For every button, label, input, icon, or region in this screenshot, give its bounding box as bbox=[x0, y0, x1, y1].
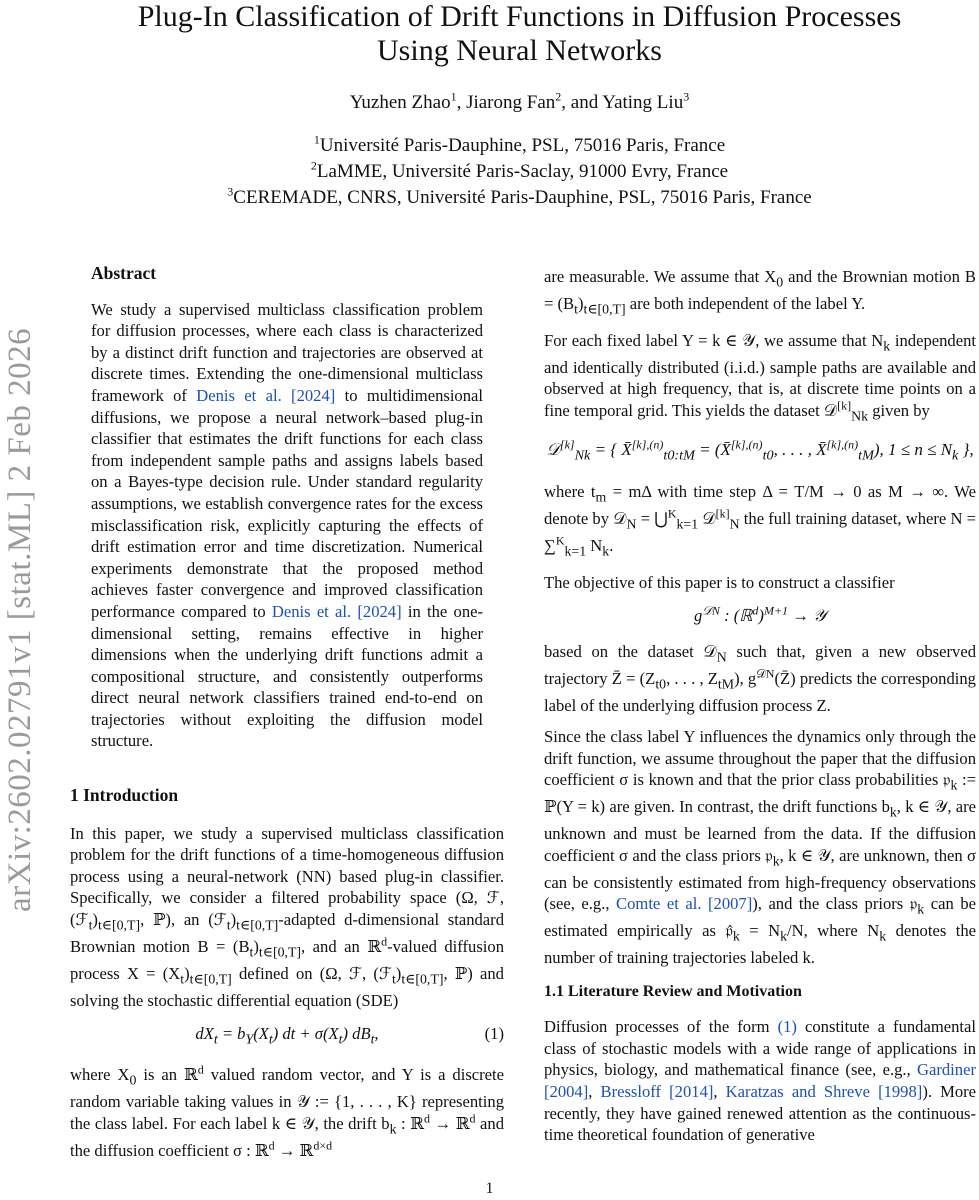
r-p5-a: Since the class label Y influences the dynamics only through the drift function, we assume throughout the paper that the diffusion coefficient σ is known and that the prior class probabilities 𝔭 bbox=[544, 727, 976, 790]
intro-p1-b: , ℙ), an (ℱ bbox=[140, 909, 227, 929]
intro-p2-b: is an ℝ bbox=[136, 1065, 198, 1085]
r-p0-sub0: 0 bbox=[776, 274, 784, 290]
equation-classifier bbox=[544, 605, 976, 627]
intro-p1-a: In this paper, we study a supervised multiclass classification problem for the drift functions of a time-homogeneous diffusion process using a neural-network (NN) based plug-in classifier. Specifically, we consider a filtered probability space (Ω, ℱ, (ℱ bbox=[70, 823, 504, 929]
eq3-supd: d bbox=[752, 603, 759, 618]
arxiv-sidebar-stamp: arXiv:2602.02791v1 [stat.ML] 2 Feb 2026 bbox=[2, 327, 38, 912]
paper-title bbox=[60, 0, 979, 68]
r-p6-b: constitute a fundamental class of stochastic models with a wide range of applications in physics, biology, and mathematical finance (see, e.g., bbox=[544, 1017, 976, 1080]
eq1-d: ) dt + σ(X bbox=[272, 1024, 339, 1044]
r-p4-a: based on the dataset 𝒟 bbox=[544, 641, 717, 661]
abstract-heading: Abstract bbox=[91, 263, 157, 283]
author-2-mark: 2 bbox=[555, 89, 562, 104]
eq2-b: = { X̄ bbox=[590, 439, 632, 459]
intro-p1-sup-d: d bbox=[381, 934, 388, 949]
r-p2-subN: N bbox=[626, 516, 637, 532]
r-p6-c: , bbox=[588, 1081, 601, 1101]
introduction-heading: 1 Introduction bbox=[70, 785, 179, 805]
intro-p2-sup-d4: d bbox=[268, 1138, 275, 1153]
eq2-supk: [k] bbox=[559, 437, 575, 452]
citation-comte[interactable]: Comte et al. [2007] bbox=[616, 894, 753, 914]
right-paragraph-1 bbox=[544, 330, 976, 427]
r-p5-subk5: k bbox=[732, 928, 740, 944]
eq3-sup: 𝒟N bbox=[702, 603, 720, 618]
r-p5-f: can be estimated empirically as 𝔭̂ bbox=[544, 894, 976, 941]
r-p0-subrange: t∈[0,T] bbox=[583, 301, 626, 317]
intro-p1-sub-a: t bbox=[88, 917, 93, 933]
affiliation-2 bbox=[60, 159, 979, 185]
r-p5-e: ), and the class priors 𝔭 bbox=[752, 894, 918, 914]
intro-p2-sup-d1: d bbox=[197, 1062, 204, 1077]
affiliation-2-text: LaMME, Université Paris-Saclay, 91000 Evry, France bbox=[316, 161, 729, 182]
affiliation-3-text: CEREMADE, CNRS, Université Paris-Dauphine, PSL, 75016 Paris, France bbox=[233, 187, 812, 208]
citation-denis-2[interactable]: Denis et al. [2024] bbox=[271, 601, 402, 621]
r-p6-d: , bbox=[713, 1081, 726, 1101]
r-p2-f: N bbox=[586, 535, 603, 555]
eq2-c: = (X̄ bbox=[694, 439, 731, 459]
eq2-sup3: [k],(n) bbox=[826, 437, 859, 452]
r-p4-c: , . . . , Z bbox=[666, 668, 718, 688]
r-p2-subk: k bbox=[602, 542, 610, 558]
r-p5-i: denotes the number of training trajectories labeled k. bbox=[544, 921, 977, 968]
affiliation-2-mark: 2 bbox=[310, 158, 317, 173]
author-1-mark: 1 bbox=[450, 89, 457, 104]
eq2-d: , . . . , X̄ bbox=[773, 439, 827, 459]
intro-p2-e: → ℝ bbox=[430, 1113, 470, 1133]
r-p1-a: For each fixed label Y = k ∈ 𝒴, we assume that N bbox=[544, 330, 884, 350]
r-p4-d: ), g bbox=[734, 668, 757, 688]
title-line-1: Plug-In Classification of Drift Functions in Diffusion Processes bbox=[137, 0, 902, 33]
citation-gardiner[interactable]: Gardiner [2004] bbox=[544, 1060, 976, 1101]
author-sep-2: , and bbox=[561, 92, 603, 113]
equation-dataset bbox=[544, 439, 976, 467]
r-p2-subk1b: k=1 bbox=[564, 542, 587, 558]
intro-p2-sup-dxd: d×d bbox=[313, 1138, 333, 1153]
r-p5-subk6: k bbox=[780, 928, 788, 944]
eq1-sub-t2: t bbox=[268, 1031, 273, 1047]
r-p0-subt: t bbox=[574, 301, 578, 317]
intro-p2-g: → ℝ bbox=[274, 1140, 314, 1160]
r-p1-subNk: k bbox=[861, 408, 869, 424]
intro-p2-sup-d2: d bbox=[424, 1111, 430, 1126]
eq1-sub-t1: t bbox=[213, 1031, 218, 1047]
r-p5-subk4: k bbox=[917, 901, 925, 917]
r-p4-b: such that, given a new observed trajectory Z̄ = (Z bbox=[544, 641, 976, 688]
r-p5-subk2: k bbox=[889, 804, 897, 820]
r-p0-a: are measurable. We assume that X bbox=[544, 267, 777, 286]
eq1-b: = b bbox=[217, 1024, 246, 1044]
intro-p1-sub-j: t∈[0,T] bbox=[401, 971, 444, 987]
r-p1-supk: [k] bbox=[837, 398, 852, 413]
r-p2-subm: m bbox=[595, 489, 607, 505]
eq2-e: ), 1 ≤ n ≤ N bbox=[873, 439, 953, 459]
r-p1-b: independent and identically distributed (i.i.d.) sample paths are available and observed at high frequency, that is, at discrete time points on a fine temporal grid. This yields the dataset 𝒟 bbox=[544, 330, 976, 420]
intro-p1-e: -valued diffusion process X = (X bbox=[70, 936, 504, 983]
r-p5-subk7: k bbox=[879, 928, 887, 944]
eq2-sup2: [k],(n) bbox=[730, 437, 763, 452]
r-p1-subN: N bbox=[851, 408, 862, 424]
intro-p2-d: : ℝ bbox=[396, 1113, 424, 1133]
r-p4-subM: tM bbox=[717, 675, 735, 691]
intro-p1-sub-e: t bbox=[249, 944, 254, 960]
abstract-part-3: in the one-dimensional setting, remains effective in higher dimensions when the underlying drift functions admit a compositional structure, and consistently outperforms direct neural network classifiers trained end-to-end on trajectories without exploiting the diffusion model structure. bbox=[91, 601, 484, 751]
author-3-mark: 3 bbox=[683, 89, 690, 104]
equation-1 bbox=[70, 1023, 504, 1050]
right-paragraph-0: are measurable. We assume that $X_0$ and the Brownian motion $B = (B_t)_{t\in[0,T]}$ are both independent of the label Y. bbox=[544, 267, 976, 317]
eq3-a: g bbox=[694, 606, 703, 626]
eq2-sup: [k],(n) bbox=[631, 437, 664, 452]
r-p2-g: . bbox=[609, 535, 614, 555]
r-p5-subk1: k bbox=[950, 777, 958, 793]
intro-p2-a: where X bbox=[70, 1065, 130, 1085]
intro-p1-sub-d: t∈[0,T] bbox=[236, 917, 279, 933]
r-p2-supK2: K bbox=[555, 533, 565, 548]
r-p4-sup: 𝒟N bbox=[756, 666, 775, 681]
eq3-b: : (ℝ bbox=[719, 606, 753, 626]
citation-bressloff[interactable]: Bressloff [2014] bbox=[600, 1081, 714, 1101]
eq2-subN: N bbox=[574, 447, 585, 464]
right-paragraph-5 bbox=[544, 726, 976, 969]
affiliation-3-mark: 3 bbox=[227, 184, 234, 199]
intro-p1-sub-f: t∈[0,T] bbox=[258, 944, 302, 960]
equation-1-number: (1) bbox=[484, 1024, 504, 1044]
intro-p1-sub-b: t∈[0,T] bbox=[97, 917, 141, 933]
eq1-sub-y: Y bbox=[245, 1031, 254, 1047]
intro-p2-sub0: 0 bbox=[129, 1072, 137, 1088]
r-p1-subk: k bbox=[883, 338, 891, 354]
r-p1-c: given by bbox=[868, 400, 930, 420]
citation-karatzas[interactable]: Karatzas and Shreve [1998] bbox=[725, 1081, 923, 1101]
r-p0-b: and the Brownian motion B = (B bbox=[544, 267, 976, 313]
eq2-subM: tM bbox=[858, 447, 874, 464]
author-list bbox=[60, 89, 979, 114]
r-p6-a: Diffusion processes of the form bbox=[544, 1017, 778, 1037]
r-p5-d: , k ∈ 𝒴, are unknown, then σ can be consistently estimated from high-frequency observations (see, e.g., bbox=[544, 845, 976, 914]
right-paragraph-3: The objective of this paper is to construct a classifier bbox=[544, 572, 895, 592]
affiliation-1-mark: 1 bbox=[313, 132, 320, 147]
intro-p2-f: and the diffusion coefficient σ : ℝ bbox=[70, 1113, 505, 1160]
intro-p1-d: , and an ℝ bbox=[301, 936, 382, 956]
r-p2-subk1: k=1 bbox=[676, 516, 699, 532]
r-p0-c: are both independent of the label Y. bbox=[625, 293, 866, 313]
intro-paragraph-1: In this paper, we study a supervised multiclass classification problem for the drift functions of a time-homogeneous diffusion process using a neural-network (NN) based plug-in classifier. Specifically, we consider a filtered probability space (Ω, ℱ, $(ℱ_t)_{t\in[0,T]}$, ℙ), an $(ℱ_t)_{t\in[0,T]}$-adapted d-dimensional standard Brownian motion $B = (B_t)_{t\in[0,T]}$, and an ℝ$^d$-valued diffusion process $X = (X_t)_{t\in[0,T]}$ defined on (Ω, ℱ, $(ℱ_t)_{t\in[0,T]}$, ℙ) and solving the stochastic differential equation (SDE) bbox=[70, 823, 504, 1010]
eq2-sub: t0:tM bbox=[663, 447, 695, 464]
eq1-c: (X bbox=[253, 1024, 269, 1044]
eq2-subk: k bbox=[584, 447, 591, 464]
affiliation-1-text: Université Paris-Dauphine, PSL, 75016 Paris, France bbox=[319, 135, 726, 156]
title-line-2: Using Neural Networks bbox=[377, 34, 662, 67]
r-p4-subN: N bbox=[716, 649, 727, 665]
affiliation-1 bbox=[60, 133, 979, 159]
eq1-sub-t4: t bbox=[370, 1031, 375, 1047]
right-paragraph-6 bbox=[544, 1016, 976, 1146]
r-p2-d: 𝒟 bbox=[698, 508, 716, 528]
eq2-a: 𝒟 bbox=[546, 439, 560, 459]
intro-paragraph-2 bbox=[70, 1064, 504, 1161]
r-p2-subNk: N bbox=[729, 516, 740, 532]
literature-review-heading: 1.1 Literature Review and Motivation bbox=[544, 982, 802, 1000]
eq1-f: , bbox=[374, 1024, 379, 1044]
intro-p1-sub-g: t bbox=[180, 971, 185, 987]
affiliation-3 bbox=[60, 185, 979, 211]
r-p2-c: = ⋃ bbox=[636, 508, 668, 528]
r-p5-b: := ℙ(Y = k) are given. In contrast, the drift functions b bbox=[544, 770, 976, 817]
eq1-a: dX bbox=[195, 1024, 214, 1044]
eq3-c: ) bbox=[758, 606, 764, 626]
r-p5-h: /N, where N bbox=[787, 921, 880, 941]
intro-p1-g: , ℙ) and solving the stochastic differential equation (SDE) bbox=[70, 963, 504, 1010]
right-paragraph-2 bbox=[544, 481, 976, 562]
intro-p2-subk: k bbox=[389, 1121, 397, 1136]
eq3-d: → 𝒴 bbox=[788, 606, 826, 626]
right-paragraph-4 bbox=[544, 641, 976, 716]
citation-eq-1[interactable]: (1) bbox=[777, 1017, 797, 1037]
r-p5-g: = N bbox=[739, 921, 781, 941]
author-1: Yuzhen Zhao bbox=[349, 92, 451, 113]
page-number: 1 bbox=[485, 1180, 494, 1197]
abstract-part-2: to multidimensional diffusions, we propose a neural network–based plug-in classifier that estimates the drift functions for each class from independent sample paths and assigns labels based on a Bayes-type decision rule. Under standard regularity assumptions, we establish convergence rates for the excess misclassification risk, explicitly capturing the effects of drift estimation error and time discretization. Numerical experiments demonstrate that the proposed method achieves faster convergence and improved classification performance compared to bbox=[91, 385, 483, 621]
abstract-text bbox=[91, 299, 483, 752]
r-p5-subk3: k bbox=[772, 853, 780, 869]
r-p2-a: where t bbox=[544, 481, 596, 501]
r-p2-supk: [k] bbox=[715, 506, 730, 521]
r-p4-sub0: t0 bbox=[655, 675, 667, 691]
eq1-e: ) dB bbox=[342, 1024, 371, 1044]
abstract-part-1: We study a supervised multiclass classification problem for diffusion processes, where each class is characterized by a distinct drift function and trajectories are observed at discrete times. Extending the one-dimensional multiclass framework of bbox=[91, 299, 483, 405]
affiliations bbox=[60, 133, 979, 211]
intro-p2-c: valued random vector, and Y is a discrete random variable taking values in 𝒴 := {1, . . . , K} representing the class label. For each label k ∈ 𝒴, the drift b bbox=[70, 1065, 505, 1133]
eq2-f: }, bbox=[958, 439, 974, 459]
intro-p1-sub-i: t bbox=[391, 971, 396, 987]
r-p2-b: = mΔ with time step Δ = T/M → 0 as M → ∞. We denote by 𝒟 bbox=[544, 481, 976, 528]
eq1-sub-t3: t bbox=[338, 1031, 343, 1047]
intro-p1-sub-c: t bbox=[226, 917, 231, 933]
introduction-section bbox=[70, 785, 504, 1171]
intro-p1-c: -adapted d-dimensional standard Brownian motion B = (B bbox=[70, 909, 504, 956]
intro-p2-sup-d3: d bbox=[469, 1111, 476, 1126]
r-p4-e: (Z̄) predicts the corresponding label of the underlying diffusion process Z. bbox=[544, 668, 976, 715]
citation-denis-1[interactable]: Denis et al. [2024] bbox=[196, 385, 336, 405]
r-p6-e: ). More recently, they have gained renewed attention as the continuous-time theoretical foundation of generative bbox=[544, 1081, 977, 1145]
author-sep-1: , bbox=[456, 92, 467, 113]
eq3-sup2: M+1 bbox=[763, 603, 789, 618]
author-3: Yating Liu bbox=[602, 92, 684, 113]
eq2-subk2: k bbox=[952, 447, 959, 464]
right-column bbox=[544, 266, 976, 1156]
author-2: Jiarong Fan bbox=[466, 92, 556, 113]
abstract bbox=[91, 263, 483, 762]
r-p2-supK: K bbox=[667, 506, 677, 521]
r-p2-e: the full training dataset, where N = ∑ bbox=[544, 508, 976, 555]
intro-p1-sub-h: t∈[0,T] bbox=[189, 971, 232, 987]
r-p5-c: , k ∈ 𝒴, are unknown and must be learned from the data. If the diffusion coefficient σ and the class priors 𝔭 bbox=[544, 797, 976, 865]
eq2-sub0: t0 bbox=[762, 447, 774, 464]
intro-p1-f: defined on (Ω, ℱ, (ℱ bbox=[231, 963, 392, 983]
